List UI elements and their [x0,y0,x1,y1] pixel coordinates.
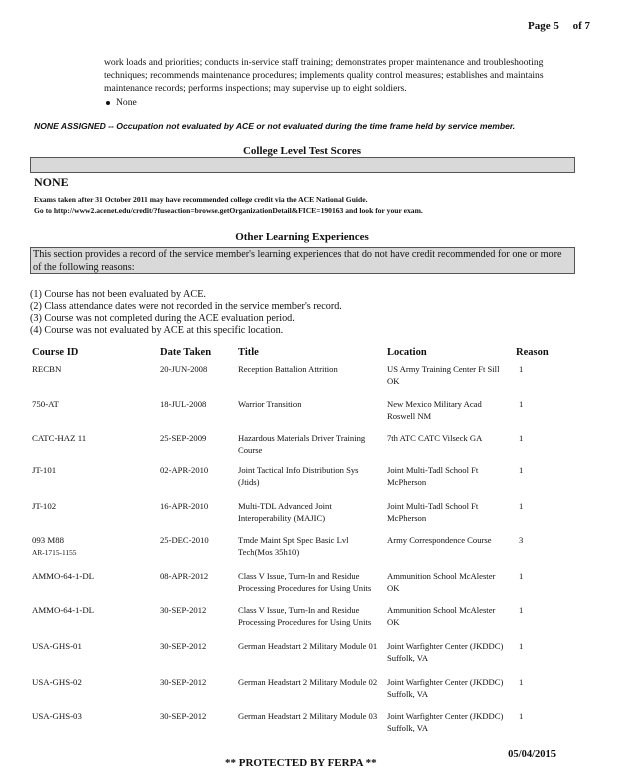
cell-location [387,398,505,422]
cell-date-text: 08-APR-2012 [160,571,209,581]
cell-id-text: USA-GHS-02 [32,677,82,687]
clep-heading: College Level Test Scores [242,145,362,157]
cell-title-text: Tmde Maint Spt Spec Basic Lvl Tech(Mos 35h10) [238,535,349,557]
cell-location-text: 7th ATC CATC Vilseck GA [387,433,483,443]
cell-title [238,570,378,594]
cell-date [160,464,232,476]
cell-location [387,500,505,524]
document-date: 05/04/2015 [508,749,556,760]
cell-reason-text: 1 [519,571,524,581]
cell-reason [519,710,539,722]
bullet-item [106,97,137,108]
cell-id-text: RECBN [32,364,62,374]
cell-date [160,398,232,410]
cell-id-text: JT-101 [32,465,57,475]
cell-id [32,710,152,722]
cell-reason-text: 1 [519,364,524,374]
cell-date [160,676,232,688]
page-number: Page 5 of 7 [527,20,590,32]
cell-reason [519,604,539,616]
col-header-title: Title [238,347,259,358]
cell-date-text: 30-SEP-2012 [160,711,207,721]
cell-reason-text: 1 [519,605,524,615]
cell-location [387,363,505,387]
cell-reason-text: 1 [519,501,524,511]
cell-id-text: CATC-HAZ 11 [32,433,87,443]
cell-title [238,710,378,722]
bullet-icon [106,101,110,105]
reason-4: (4) Course was not evaluated by ACE at this specific location. [30,325,284,336]
cell-reason-text: 1 [519,641,524,651]
cell-id-text: AMMO-64-1-DL [32,605,95,615]
cell-title-text: Joint Tactical Info Distribution Sys (Jtids) [238,465,359,487]
cell-location-text: New Mexico Military Acad Roswell NM [387,399,482,421]
col-header-date: Date Taken [160,347,212,358]
cell-location [387,570,505,594]
clep-note-line1: Exams taken after 31 October 2011 may have recommended college credit via the ACE National Guide. [34,195,368,204]
cell-location-text: US Army Training Center Ft Sill OK [387,364,500,386]
cell-title [238,500,378,524]
ferpa-notice: ** PROTECTED BY FERPA ** [225,757,377,769]
cell-id [32,570,152,582]
cell-date-text: 02-APR-2010 [160,465,209,475]
cell-id-text: USA-GHS-01 [32,641,82,651]
cell-id [32,500,152,512]
cell-title-text: Warrior Transition [238,399,302,409]
cell-id [32,398,152,410]
cell-title [238,398,378,410]
cell-reason [519,534,539,546]
cell-date-text: 30-SEP-2012 [160,605,207,615]
cell-location [387,640,505,664]
cell-id-text: 093 M88 [32,535,65,545]
ole-description: This section provides a record of the service member's learning experiences that do not have credit recommended for one or more of the following reasons: [30,247,575,274]
cell-date [160,500,232,512]
cell-reason [519,640,539,652]
cell-id [32,640,152,652]
cell-location [387,676,505,700]
cell-reason [519,676,539,688]
cell-location-text: Joint Warfighter Center (JKDDC) Suffolk, VA [387,641,504,663]
reason-2: (2) Class attendance dates were not recorded in the service member's record. [30,301,342,312]
ole-reasons [30,289,342,337]
cell-id [32,432,152,444]
cell-reason [519,432,539,444]
cell-reason-text: 1 [519,399,524,409]
cell-title [238,432,378,456]
cell-location [387,604,505,628]
cell-date [160,604,232,616]
cell-id-text: USA-GHS-03 [32,711,82,721]
cell-title [238,604,378,628]
cell-location [387,432,505,444]
cell-id [32,604,152,616]
cell-location-text: Joint Warfighter Center (JKDDC) Suffolk, VA [387,677,504,699]
cell-id-text: 750-AT [32,399,59,409]
cell-title-text: Reception Battalion Attrition [238,364,338,374]
cell-title-text: Class V Issue, Turn-In and Residue Processing Procedures for Using Units [238,605,372,627]
cell-location-text: Joint Warfighter Center (JKDDC) Suffolk, VA [387,711,504,733]
cell-title [238,464,378,488]
cell-title-text: Multi-TDL Advanced Joint Interoperability (MAJIC) [238,501,332,523]
cell-date [160,570,232,582]
cell-reason [519,363,539,375]
cell-reason-text: 1 [519,465,524,475]
col-header-course-id: Course ID [32,347,79,358]
cell-reason-text: 1 [519,433,524,443]
clep-note [34,194,423,216]
cell-title-text: German Headstart 2 Military Module 03 [238,711,378,721]
cell-date-text: 30-SEP-2012 [160,677,207,687]
cell-date-text: 25-SEP-2009 [160,433,207,443]
reason-1: (1) Course has not been evaluated by ACE. [30,289,206,300]
ole-heading: Other Learning Experiences [235,231,369,243]
cell-date-text: 16-APR-2010 [160,501,209,511]
cell-reason [519,570,539,582]
cell-id-text: AMMO-64-1-DL [32,571,95,581]
reason-3: (3) Course was not completed during the ACE evaluation period. [30,313,295,324]
cell-date [160,432,232,444]
cell-date [160,363,232,375]
cell-date-text: 18-JUL-2008 [160,399,207,409]
cell-reason [519,500,539,512]
cell-id [32,534,152,559]
cell-reason-text: 1 [519,677,524,687]
cell-location-text: Army Correspondence Course [387,535,492,545]
clep-note-line2: Go to http://www2.acenet.edu/credit/?fuseaction=browse.getOrganizationDetail&FICE=190163 and look for your exam. [34,206,423,215]
cell-title-text: German Headstart 2 Military Module 02 [238,677,378,687]
cell-date [160,640,232,652]
cell-title [238,534,378,558]
cell-location-text: Ammunition School McAlester OK [387,571,496,593]
cell-location-text: Ammunition School McAlester OK [387,605,496,627]
cell-reason [519,398,539,410]
cell-id [32,363,152,375]
cell-date-text: 30-SEP-2012 [160,641,207,651]
cell-date [160,534,232,546]
col-header-location: Location [387,347,427,358]
cell-title [238,676,378,688]
cell-location [387,710,505,734]
clep-header-bar [30,157,575,173]
clep-value: NONE [34,175,69,189]
cell-location-text: Joint Multi-Tadl School Ft McPherson [387,465,479,487]
bullet-text: None [116,97,137,108]
cell-reason-text: 3 [519,535,524,545]
cell-location [387,534,505,546]
cell-reason-text: 1 [519,711,524,721]
cell-title-text: Class V Issue, Turn-In and Residue Processing Procedures for Using Units [238,571,372,593]
cell-title [238,363,378,375]
cell-id [32,464,152,476]
cell-id [32,676,152,688]
cell-date-text: 25-DEC-2010 [160,535,209,545]
cell-location-text: Joint Multi-Tadl School Ft McPherson [387,501,479,523]
cell-title-text: Hazardous Materials Driver Training Course [238,433,366,455]
cell-title-text: German Headstart 2 Military Module 01 [238,641,378,651]
cell-title [238,640,378,652]
col-header-reason: Reason [516,347,549,358]
cell-date [160,710,232,722]
cell-reason [519,464,539,476]
cell-location [387,464,505,488]
cell-id-text: JT-102 [32,501,57,511]
cell-date-text: 20-JUN-2008 [160,364,208,374]
cell-id-sub: AR-1715-1155 [32,548,77,557]
none-assigned-note: NONE ASSIGNED -- Occupation not evaluated by ACE or not evaluated during the time frame held by service member. [34,121,516,131]
occupation-description: work loads and priorities; conducts in-service staff training; demonstrates proper maintenance and troubleshooting techniques; recommends maintenance procedures; implements quality control measures; establishes and maintains maintenance records; performs inspections; may supervise up to eight soldiers. [104,57,544,94]
